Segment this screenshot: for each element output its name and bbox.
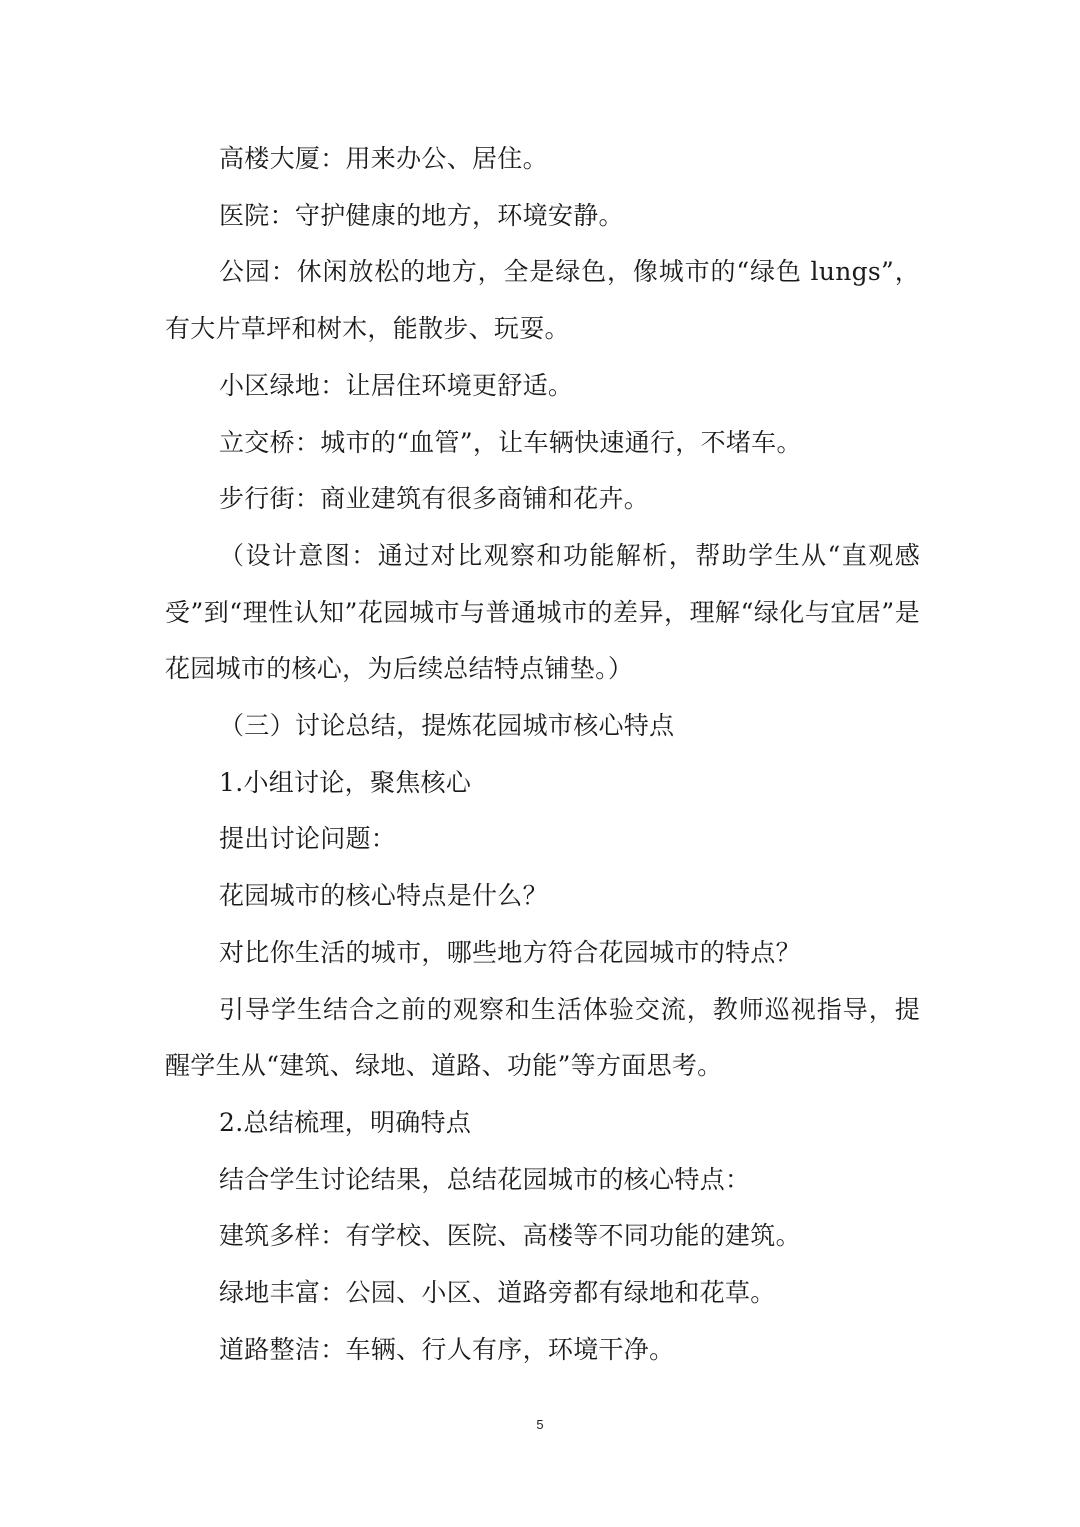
paragraph-summary-intro: 结合学生讨论结果，总结花园城市的核心特点：	[219, 1164, 751, 1194]
document-body	[165, 131, 920, 1378]
paragraph-question-2: 对比你生活的城市，哪些地方符合花园城市的特点？	[219, 937, 801, 967]
subheading-group-discussion: 1.小组讨论，聚焦核心	[219, 767, 472, 797]
section-heading-discussion: （三）讨论总结，提炼花园城市核心特点	[219, 711, 675, 741]
paragraph-high-rise: 高楼大厦：用来办公、居住。	[219, 144, 548, 173]
paragraph-question-1: 花园城市的核心特点是什么？	[219, 881, 548, 911]
paragraph-guidance: 引导学生结合之前的观察和生活体验交流，教师巡视指导，提醒学生从“建筑、绿地、道路、功能”等方面思考。	[165, 994, 920, 1081]
page-number: 5	[536, 1417, 544, 1432]
paragraph-park: 公园：休闲放松的地方，全是绿色，像城市的“绿色 lungs”，有大片草坪和树木，能散步、玩耍。	[165, 257, 920, 344]
paragraph-feature-buildings: 建筑多样：有学校、医院、高楼等不同功能的建筑。	[219, 1221, 801, 1251]
paragraph-hospital: 医院：守护健康的地方，环境安静。	[219, 200, 624, 230]
paragraph-overpass: 立交桥：城市的“血管”，让车辆快速通行，不堵车。	[219, 427, 802, 457]
paragraph-pedestrian-street: 步行街：商业建筑有很多商铺和花卉。	[219, 484, 650, 514]
paragraph-feature-roads: 道路整洁：车辆、行人有序，环境干净。	[219, 1334, 675, 1364]
paragraph-design-intent: （设计意图：通过对比观察和功能解析，帮助学生从“直观感受”到“理性认知”花园城市与普通城市的差异，理解“绿化与宜居”是花园城市的核心，为后续总结特点铺垫。）	[165, 540, 920, 684]
paragraph-community-green: 小区绿地：让居住环境更舒适。	[219, 370, 574, 400]
paragraph-discussion-questions: 提出讨论问题：	[219, 824, 397, 854]
subheading-summary: 2.总结梳理，明确特点	[219, 1107, 472, 1137]
paragraph-feature-greenery: 绿地丰富：公园、小区、道路旁都有绿地和花草。	[219, 1278, 776, 1308]
